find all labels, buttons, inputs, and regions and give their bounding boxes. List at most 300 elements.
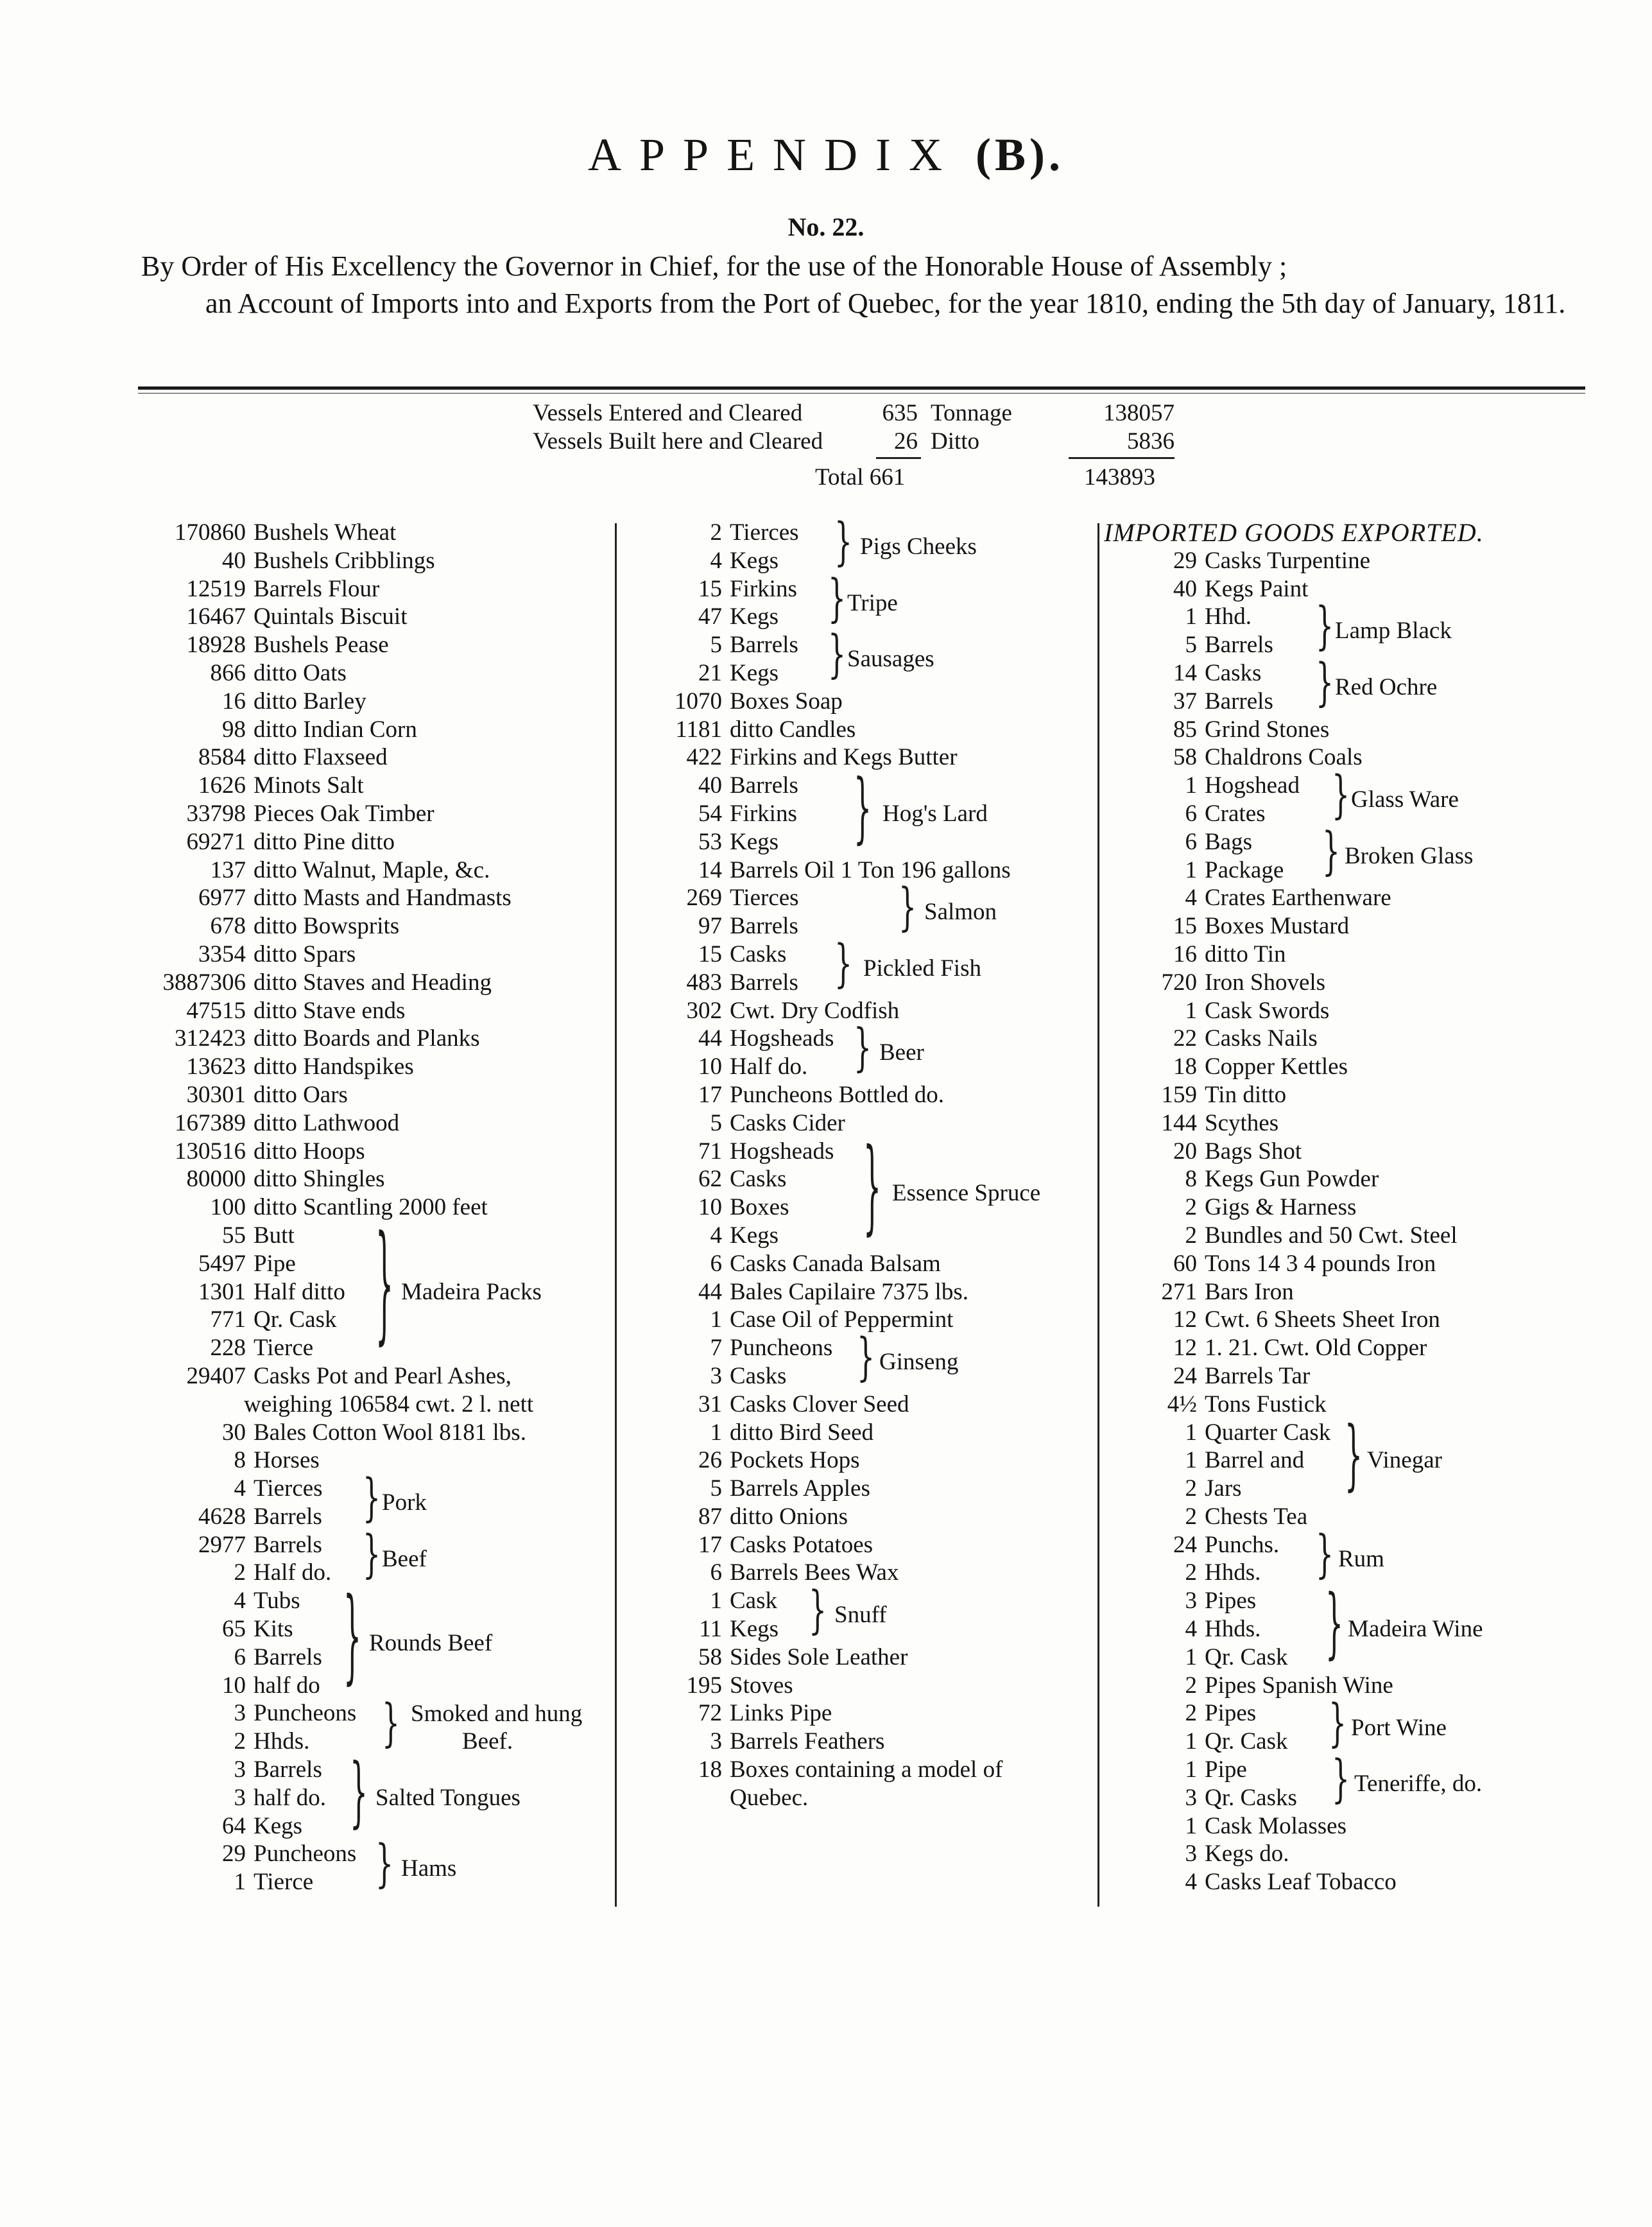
item-quantity: 47: [698, 603, 722, 630]
list-item: [642, 856, 1104, 885]
list-item: [1104, 1643, 1592, 1672]
item-description: Scythes: [1205, 1109, 1279, 1136]
item-quantity: 1: [1185, 856, 1197, 883]
vessels-label2: Ditto: [931, 428, 980, 455]
item-description: 1. 21. Cwt. Old Copper: [1205, 1335, 1427, 1362]
item-description: Bags Shot: [1205, 1138, 1302, 1165]
item-description: Butt: [254, 1222, 295, 1249]
group-label: Tripe: [847, 589, 898, 616]
list-item: [128, 1053, 616, 1081]
item-description: Bundles and 50 Cwt. Steel: [1205, 1222, 1458, 1249]
item-quantity: 1: [1185, 1447, 1197, 1474]
list-item: [128, 1081, 616, 1109]
item-description: Copper Kettles: [1205, 1053, 1348, 1080]
group-label: Sausages: [847, 646, 934, 673]
item-description: Barrels Feathers: [730, 1728, 885, 1755]
group-label: Ginseng: [879, 1349, 959, 1376]
list-item: [642, 1559, 1104, 1587]
item-description: Tons 14 3 4 pounds Iron: [1205, 1250, 1436, 1277]
group-label: Port Wine: [1351, 1714, 1447, 1741]
item-quantity: 10: [222, 1672, 246, 1699]
item-quantity: 13623: [186, 1053, 246, 1080]
item-quantity: 20: [1173, 1138, 1197, 1165]
group-brace: }: [1332, 1749, 1350, 1810]
item-quantity: 58: [698, 1643, 722, 1670]
group-label: Madeira Wine: [1348, 1616, 1483, 1643]
appendix-suffix: (B).: [976, 129, 1064, 180]
item-description: Casks Cider: [730, 1109, 845, 1136]
list-item: [1104, 1503, 1592, 1531]
item-quantity: 30: [222, 1419, 246, 1446]
list-item: [128, 1334, 616, 1362]
item-quantity: 8: [234, 1447, 246, 1474]
item-description: Qr. Casks: [1205, 1784, 1297, 1811]
list-item: [642, 1025, 1104, 1053]
item-description: Tierce: [254, 1335, 314, 1362]
item-description: Quintals Biscuit: [254, 603, 408, 630]
list-item: [1104, 1699, 1592, 1728]
item-quantity: 269: [686, 885, 722, 912]
item-quantity: 144: [1161, 1109, 1197, 1136]
item-description: Horses: [254, 1447, 320, 1474]
list-item: [642, 1419, 1104, 1447]
list-item: [128, 1756, 616, 1784]
item-description: ditto Walnut, Maple, &c.: [254, 856, 490, 883]
item-quantity: 62: [698, 1166, 722, 1193]
item-quantity: 4½: [1167, 1391, 1197, 1417]
item-quantity: 54: [698, 800, 722, 827]
item-quantity: 167389: [175, 1109, 246, 1136]
item-description: Casks Potatoes: [730, 1531, 873, 1558]
item-description: Barrels: [254, 1643, 322, 1670]
list-item: [642, 1081, 1104, 1109]
item-description: half do.: [254, 1784, 327, 1811]
item-description: Puncheons: [254, 1841, 357, 1867]
item-quantity: 12519: [186, 575, 246, 602]
item-quantity: 5: [710, 1475, 722, 1502]
item-quantity: 195: [686, 1672, 722, 1699]
item-description: ditto Stave ends: [254, 997, 406, 1024]
item-description: Quarter Cask: [1205, 1419, 1331, 1446]
item-description: Barrels: [254, 1503, 322, 1530]
item-description: ditto Hoops: [254, 1138, 365, 1165]
item-description: Boxes containing a model of: [730, 1756, 1003, 1783]
item-quantity: 3887306: [162, 969, 246, 996]
vessels-label2: Tonnage: [931, 400, 1012, 426]
item-description: Crates Earthenware: [1205, 885, 1391, 912]
list-item: [1104, 575, 1592, 603]
item-description: ditto Onions: [730, 1503, 848, 1530]
item-description: Barrels Tar: [1205, 1362, 1311, 1389]
item-description: Pipe: [1205, 1756, 1247, 1783]
item-quantity: 5: [710, 1109, 722, 1136]
list-item: [1104, 1306, 1592, 1334]
group-label: Beef: [382, 1545, 427, 1572]
item-description: Bags: [1205, 828, 1252, 855]
item-description: Chaldrons Coals: [1205, 744, 1363, 771]
list-item: [128, 940, 616, 969]
group-label: Beer: [879, 1039, 924, 1066]
list-item: [128, 1391, 616, 1419]
item-description: Iron Shovels: [1205, 969, 1326, 996]
list-item: [642, 1672, 1104, 1700]
item-description: Cask Molasses: [1205, 1812, 1347, 1839]
item-description: Barrel and: [1205, 1447, 1305, 1474]
item-quantity: 130516: [175, 1138, 246, 1165]
item-quantity: 24: [1173, 1531, 1197, 1558]
item-description: Pieces Oak Timber: [254, 800, 435, 827]
item-description: Tierces: [730, 885, 799, 912]
vessels-label: Vessels Entered and Cleared: [533, 400, 803, 426]
item-quantity: 87: [698, 1503, 722, 1530]
item-quantity: 170860: [175, 519, 246, 546]
item-description: Chests Tea: [1205, 1503, 1308, 1530]
item-quantity: 1181: [675, 716, 722, 743]
item-quantity: 7: [710, 1335, 722, 1362]
group-label: Pickled Fish: [863, 955, 981, 982]
list-item: [128, 1840, 616, 1868]
item-description: Casks Turpentine: [1205, 547, 1371, 574]
imported-goods-exported-column: [1104, 519, 1592, 1896]
group-label: Salmon: [924, 899, 997, 926]
intro-line-1: By Order of His Excellency the Governor in Chief, for the use of the Honorable House of Assembly ;: [141, 250, 1287, 282]
item-quantity: 40: [698, 772, 722, 799]
item-description: Gigs & Harness: [1205, 1194, 1357, 1221]
group-brace: }: [375, 1210, 393, 1359]
item-quantity: 16: [1173, 940, 1197, 967]
list-item: [128, 1306, 616, 1334]
item-description: Boxes Mustard: [1205, 913, 1350, 940]
group-label: Hog's Lard: [882, 801, 988, 827]
list-item: [128, 856, 616, 885]
list-item: [128, 997, 616, 1025]
intro-paragraph: [141, 248, 1585, 322]
list-item: [128, 1587, 616, 1615]
vessels-label: Vessels Built here and Cleared: [533, 428, 823, 455]
item-description: ditto Spars: [254, 940, 356, 967]
group-label: Rounds Beef: [369, 1630, 493, 1657]
item-quantity: 37: [1173, 688, 1197, 715]
item-quantity: 47515: [186, 997, 246, 1024]
item-quantity: 60: [1173, 1250, 1197, 1277]
vessels-count: 26: [894, 428, 918, 455]
item-description: Tons Fustick: [1205, 1391, 1327, 1417]
item-quantity: 866: [210, 659, 246, 686]
list-item: [642, 1391, 1104, 1419]
item-quantity: 10: [698, 1194, 722, 1221]
item-quantity: 1: [1185, 1728, 1197, 1755]
list-item: [642, 997, 1104, 1025]
item-quantity: 18: [1173, 1053, 1197, 1080]
list-item: [642, 1278, 1104, 1306]
list-item: [128, 659, 616, 688]
item-description: Casks Clover Seed: [730, 1391, 909, 1417]
list-item: [642, 688, 1104, 716]
item-description: Bars Iron: [1205, 1278, 1294, 1305]
item-description: Casks Leaf Tobacco: [1205, 1869, 1397, 1896]
vessels-row-built: [533, 428, 1174, 456]
item-description: Hhds.: [254, 1728, 310, 1755]
vessels-summary: [533, 399, 1174, 490]
list-item: [128, 912, 616, 940]
group-label: Teneriffe, do.: [1354, 1771, 1483, 1798]
item-quantity: 2977: [198, 1531, 246, 1558]
item-description: Kegs: [254, 1812, 303, 1839]
list-item: [128, 800, 616, 828]
item-description: Barrels Flour: [254, 575, 380, 602]
group-brace: }: [834, 934, 852, 994]
item-quantity: 29: [1173, 547, 1197, 574]
item-quantity: 5: [710, 632, 722, 659]
item-description: ditto Lathwood: [254, 1109, 400, 1136]
list-item: [128, 1868, 616, 1896]
list-item: [1104, 1840, 1592, 1868]
item-quantity: 2: [234, 1559, 246, 1586]
vessels-count: 635: [882, 400, 918, 426]
item-quantity: 1: [710, 1306, 722, 1333]
group-brace: }: [1332, 765, 1350, 826]
item-description: ditto Staves and Heading: [254, 969, 492, 996]
group-label: Vinegar: [1367, 1447, 1442, 1474]
item-quantity: 2: [710, 519, 722, 546]
item-description: Cwt. Dry Codfish: [730, 997, 900, 1024]
item-quantity: 18: [698, 1756, 722, 1783]
item-quantity: 1: [1185, 603, 1197, 630]
group-brace: }: [834, 512, 852, 572]
list-item: [128, 772, 616, 800]
item-quantity: 26: [698, 1447, 722, 1474]
item-quantity: 678: [210, 913, 246, 940]
vessels-tonnage: 138057: [1103, 400, 1174, 426]
item-quantity: 771: [210, 1306, 246, 1333]
list-item: [128, 1222, 616, 1250]
list-item: [1104, 1278, 1592, 1306]
item-description: ditto Handspikes: [254, 1053, 414, 1080]
item-description: Kegs: [730, 1222, 779, 1249]
item-quantity: 2: [1185, 1559, 1197, 1586]
list-item: [1104, 1165, 1592, 1193]
item-description: Qr. Cask: [1205, 1728, 1288, 1755]
item-description: Casks Canada Balsam: [730, 1250, 941, 1277]
item-description: Kegs Gun Powder: [1205, 1166, 1379, 1193]
group-label: Rum: [1338, 1545, 1384, 1572]
group-label: Pigs Cheeks: [860, 533, 977, 560]
group-brace: }: [863, 1127, 881, 1247]
list-item: [1104, 940, 1592, 969]
item-quantity: 1: [234, 1869, 246, 1896]
item-quantity: 16467: [186, 603, 246, 630]
item-description: Casks Nails: [1205, 1025, 1318, 1052]
list-item: [1104, 1250, 1592, 1278]
item-description: Qr. Cask: [254, 1306, 337, 1333]
item-quantity: 228: [210, 1335, 246, 1362]
list-item: [1104, 1025, 1592, 1053]
group-label: Beef.: [462, 1728, 513, 1755]
item-description: Barrels Bees Wax: [730, 1559, 899, 1586]
item-description: ditto Boards and Planks: [254, 1025, 480, 1052]
group-label: Pork: [382, 1489, 427, 1516]
item-description: Pockets Hops: [730, 1447, 860, 1474]
item-quantity: 8: [1185, 1166, 1197, 1193]
item-description: Qr. Cask: [1205, 1643, 1288, 1670]
item-description: Barrels: [730, 632, 798, 659]
list-item: [1104, 1868, 1592, 1896]
item-description: ditto Candles: [730, 716, 856, 743]
group-brace: }: [809, 1581, 827, 1641]
item-quantity: 3: [1185, 1841, 1197, 1867]
item-quantity: 4: [1185, 1616, 1197, 1643]
item-description: Barrels Apples: [730, 1475, 870, 1502]
list-item: [128, 1728, 616, 1756]
list-item: [642, 1784, 1104, 1812]
total-count: 661: [869, 464, 906, 490]
item-description: Pipes: [1205, 1588, 1257, 1615]
group-label: Salted Tongues: [375, 1785, 521, 1811]
list-item: [642, 828, 1104, 856]
item-quantity: 4: [234, 1588, 246, 1615]
item-description: Stoves: [730, 1672, 793, 1699]
list-item: [642, 1053, 1104, 1081]
item-description: Hogshead: [1205, 772, 1300, 799]
list-item: [1104, 1081, 1592, 1109]
column-header-row: [1104, 519, 1592, 547]
group-label: Lamp Black: [1335, 618, 1452, 645]
list-item: [642, 1728, 1104, 1756]
item-description: Bushels Wheat: [254, 519, 397, 546]
list-item: [128, 688, 616, 716]
item-description: Minots Salt: [254, 772, 364, 799]
item-quantity: 11: [699, 1616, 722, 1643]
list-item: [128, 1672, 616, 1700]
list-item: [128, 1250, 616, 1278]
item-quantity: 44: [698, 1025, 722, 1052]
item-quantity: 2: [1185, 1672, 1197, 1699]
item-quantity: 17: [698, 1081, 722, 1108]
group-brace: }: [1345, 1410, 1363, 1500]
item-description: Package: [1205, 856, 1284, 883]
item-quantity: 1: [1185, 1812, 1197, 1839]
item-description: Puncheons: [730, 1335, 833, 1362]
group-brace: }: [857, 1328, 875, 1388]
list-item: [642, 1756, 1104, 1784]
item-quantity: 137: [210, 856, 246, 883]
item-quantity: 18928: [186, 632, 246, 659]
item-quantity: 33798: [186, 800, 246, 827]
item-description: Boxes: [730, 1194, 789, 1221]
item-quantity: 1: [1185, 1419, 1197, 1446]
list-item: [1104, 1587, 1592, 1615]
group-brace: }: [828, 625, 846, 685]
item-quantity: 159: [1161, 1081, 1197, 1108]
item-description: Barrels: [730, 772, 798, 799]
item-description: Bales Capilaire 7375 lbs.: [730, 1278, 968, 1305]
list-item: [1104, 716, 1592, 744]
group-brace: }: [363, 1525, 381, 1584]
item-quantity: 312423: [175, 1025, 246, 1052]
item-quantity: 483: [686, 969, 722, 996]
item-quantity: 2: [234, 1728, 246, 1755]
item-quantity: 97: [698, 913, 722, 940]
item-quantity: 31: [698, 1391, 722, 1417]
list-item: [1104, 969, 1592, 997]
item-quantity: 24: [1173, 1362, 1197, 1389]
list-item: [128, 1109, 616, 1138]
item-description: Kegs Paint: [1205, 575, 1309, 602]
list-item: [1104, 997, 1592, 1025]
item-description: Hogsheads: [730, 1025, 834, 1052]
item-description: Bushels Pease: [254, 632, 389, 659]
item-quantity: 8584: [198, 744, 246, 771]
list-item: [642, 743, 1104, 772]
item-description: Tierce: [254, 1869, 314, 1896]
item-quantity: 5497: [198, 1250, 246, 1277]
item-description: Kegs: [730, 547, 779, 574]
item-description: Case Oil of Peppermint: [730, 1306, 954, 1333]
list-item: [128, 575, 616, 603]
item-description: Kegs do.: [1205, 1841, 1289, 1867]
item-description: Grind Stones: [1205, 716, 1330, 743]
item-quantity: 422: [686, 744, 722, 771]
item-quantity: 1: [1185, 997, 1197, 1024]
item-description: ditto Bowsprits: [254, 913, 400, 940]
item-description: Barrels: [254, 1756, 322, 1783]
item-description: Quebec.: [730, 1784, 809, 1811]
item-description: Casks: [730, 940, 787, 967]
vessels-total: [815, 464, 905, 492]
group-brace: }: [1322, 822, 1340, 881]
item-quantity: 3: [1185, 1588, 1197, 1615]
item-description: Firkins and Kegs Butter: [730, 744, 958, 771]
list-item: [128, 631, 616, 659]
item-description: Kegs: [730, 603, 779, 630]
list-item: [1104, 1053, 1592, 1081]
exports-column-2: [642, 512, 1104, 1812]
item-quantity: 1: [1185, 772, 1197, 799]
item-description: Hhds.: [1205, 1559, 1261, 1586]
item-description: Half do.: [254, 1559, 332, 1586]
item-description: Bushels Cribblings: [254, 547, 435, 574]
list-item: [128, 1419, 616, 1447]
list-item: [642, 1503, 1104, 1531]
item-quantity: 3: [710, 1728, 722, 1755]
group-label: Red Ochre: [1335, 673, 1438, 700]
item-description: Crates: [1205, 800, 1266, 827]
list-item: [1104, 1812, 1592, 1841]
item-quantity: 1070: [675, 688, 722, 715]
item-description: Barrels Oil 1 Ton 196 gallons: [730, 856, 1011, 883]
item-quantity: 72: [698, 1700, 722, 1727]
item-description: Half do.: [730, 1053, 808, 1080]
item-description: Barrels: [254, 1531, 322, 1558]
item-quantity: 29: [222, 1841, 246, 1867]
group-brace: }: [1316, 1525, 1334, 1584]
list-item: [128, 1165, 616, 1193]
item-quantity: 58: [1173, 744, 1197, 771]
list-item: [128, 716, 616, 744]
group-label: Glass Ware: [1351, 786, 1459, 813]
item-quantity: 1301: [198, 1278, 246, 1305]
item-quantity: 3: [710, 1362, 722, 1389]
item-description: Barrels: [1205, 632, 1273, 659]
item-description: ditto Masts and Handmasts: [254, 885, 512, 912]
item-description: Hhd.: [1205, 603, 1252, 630]
item-quantity: 40: [1173, 575, 1197, 602]
item-description: Links Pipe: [730, 1700, 832, 1727]
group-brace: }: [828, 569, 846, 628]
item-description: Punchs.: [1205, 1531, 1280, 1558]
item-quantity: 64: [222, 1812, 246, 1839]
list-item: [1104, 1222, 1592, 1250]
